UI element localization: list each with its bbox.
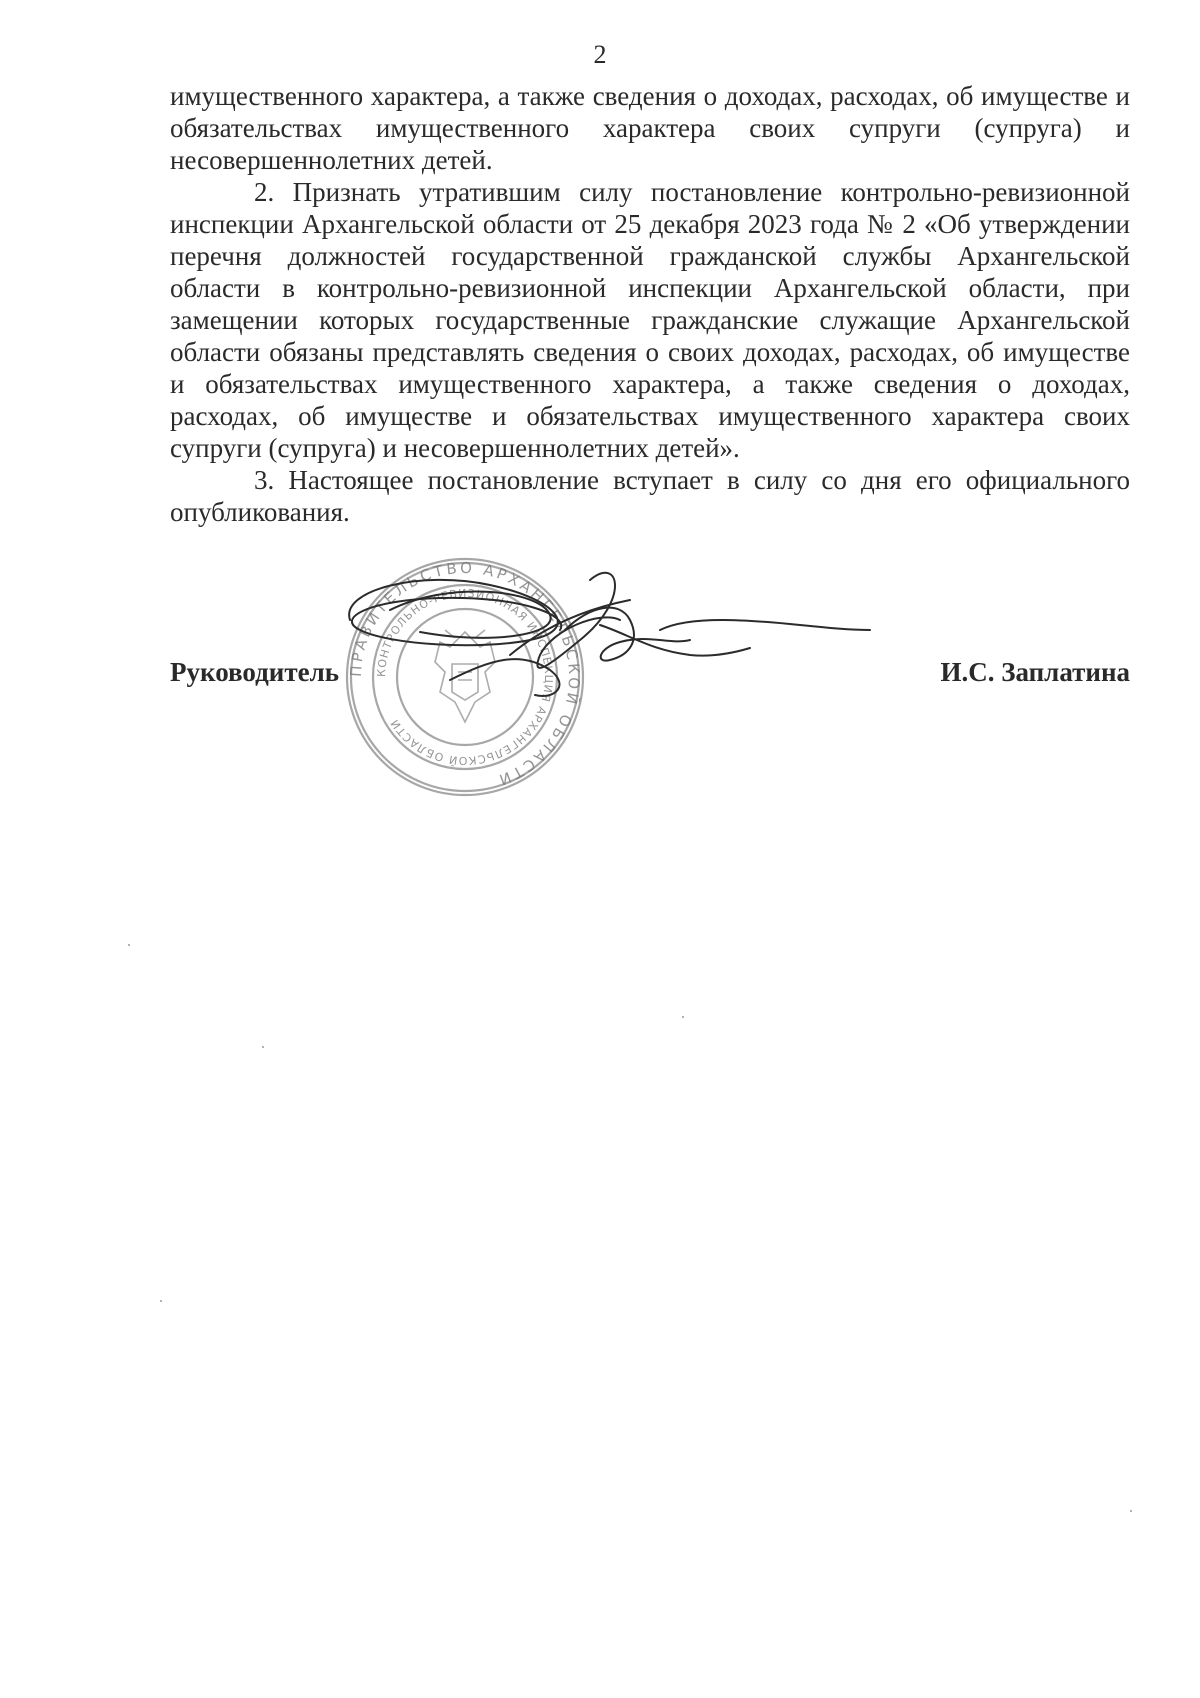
stamp-outer-text: ПРАВИТЕЛЬСТВО АРХАНГЕЛЬСКОЙ ОБЛАСТИ xyxy=(346,558,584,790)
page-number: 2 xyxy=(593,40,607,69)
signature-block xyxy=(170,654,1130,690)
signatory-title: Руководитель xyxy=(170,657,340,687)
scan-speck xyxy=(262,1046,264,1048)
document-body xyxy=(170,80,1130,528)
scan-speck xyxy=(128,944,130,946)
scan-speck xyxy=(1130,1510,1132,1512)
stamp-inner-text: КОНТРОЛЬНО-РЕВИЗИОННАЯ ИНСПЕКЦИЯ АРХАНГЕЛЬСКОЙ ОБЛАСТИ xyxy=(374,586,556,768)
scan-speck xyxy=(160,1300,162,1302)
paragraph-continuation: имущественного характера, а также сведения о доходах, расходах, об имуществе и обязательствах имущественного характера своих супруги (супруга) и несовершеннолетних детей. xyxy=(170,81,1130,175)
handwritten-signature xyxy=(330,560,890,740)
paragraph-item-2: 2. Признать утратившим силу постановление контрольно-ревизионной инспекции Архангельской области от 25 декабря 2023 года № 2 «Об утверждении перечня должностей государственной гражданской службы Архангельской области в контрольно-ревизионной инспекции Архангельской области, при замещении которых государственные гражданские служащие Архангельской области обязаны представлять сведения о своих доходах, расходах, об имуществе и обязательствах имущественного характера, а также сведения о доходах, расходах, об имуществе и обязательствах имущественного характера своих супруги (супруга) и несовершеннолетних детей». xyxy=(170,177,1130,463)
scan-speck xyxy=(682,1016,684,1018)
paragraph-item-3: 3. Настоящее постановление вступает в силу со дня его официального опубликования. xyxy=(170,465,1130,527)
signatory-name: И.С. Заплатина xyxy=(940,657,1130,687)
